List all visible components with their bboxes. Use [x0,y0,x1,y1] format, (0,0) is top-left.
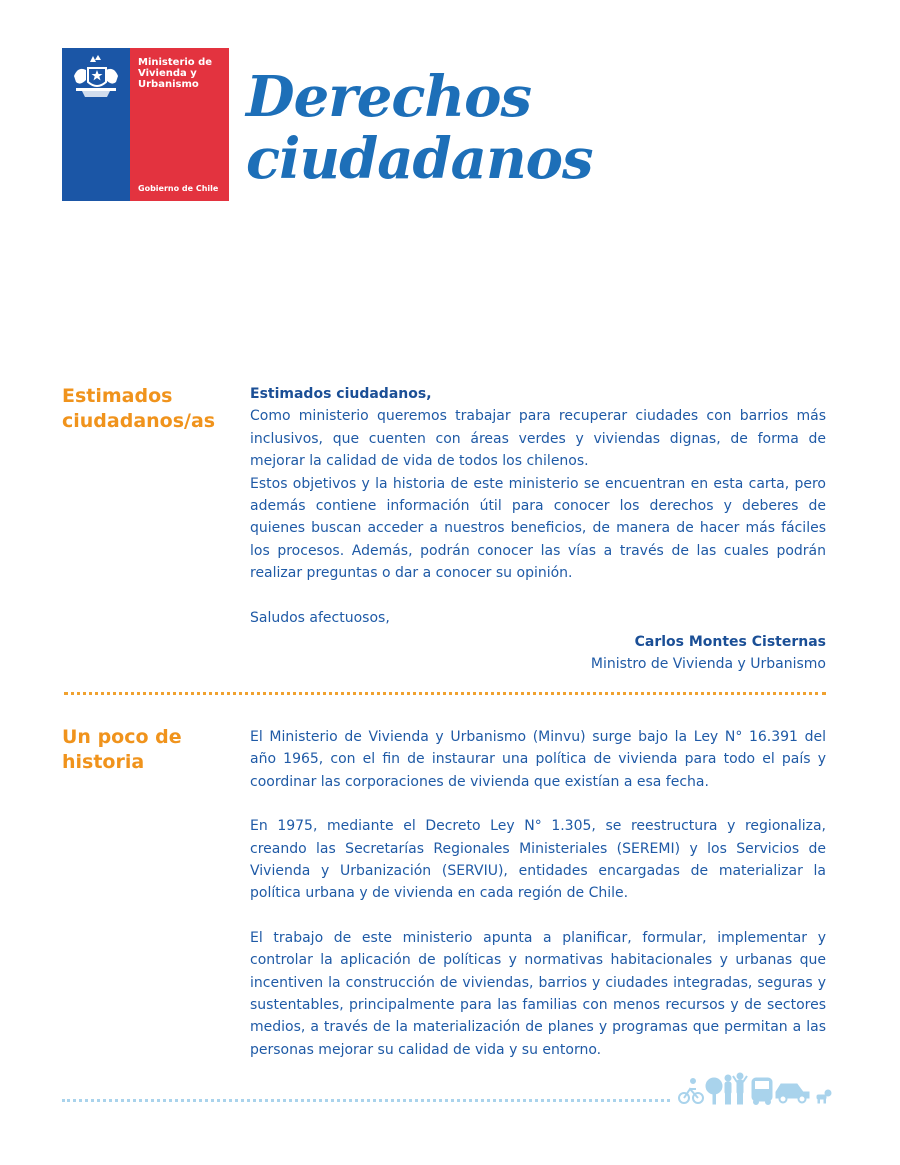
logo-government: Gobierno de Chile [138,184,219,193]
section-heading-estimados: Estimados ciudadanos/as [62,385,216,432]
ministry-logo [62,48,229,201]
bicycle-icon [679,1079,703,1104]
letter-paragraph: Estos objetivos y la historia de este ministerio se encuentran en esta carta, pero además contiene información útil para conocer los derechos y deberes de quienes buscan acceder a nuestros beneficios, de manera de hacer más fáciles los procesos. Además, podrán conocer las vías a través de las cuales podrán realizar preguntas o dar a conocer su opinión. [250,475,826,582]
bus-icon [752,1078,772,1105]
footer-divider [62,1099,670,1102]
letter-body [250,383,826,676]
history-body [250,726,826,1061]
title-line-1: Derechos [246,64,532,130]
person-icon [733,1073,747,1104]
section-divider [64,692,826,695]
dog-icon [817,1090,831,1103]
logo-ministry-name: Ministerio de Vivienda y Urbanismo [138,57,213,90]
letter-greeting: Estimados ciudadanos, [250,386,432,402]
letter-closing: Saludos afectuosos, [250,609,390,626]
history-paragraph: El Ministerio de Vivienda y Urbanismo (Minvu) surge bajo la Ley N° 16.391 del año 1965, con el fin de instaurar una política de vivienda para todo el país y coordinar las corporaciones de vivienda que existían a esa fecha. [250,729,826,790]
title-line-2: ciudadanos [246,126,593,192]
section-heading-historia: Un poco de historia [62,726,182,773]
tree-icon [706,1078,722,1104]
logo-red-panel [130,48,229,201]
coat-of-arms-icon [68,54,124,106]
person-icon [725,1075,731,1104]
signature-name: Carlos Montes Cisternas [634,634,826,651]
logo-blue-panel [62,48,130,201]
signature-role: Ministro de Vivienda y Urbanismo [590,656,826,673]
history-paragraph: El trabajo de este ministerio apunta a planificar, formular, implementar y controlar la aplicación de políticas y normativas habitacionales y urbanas que incentiven la construcción de viviendas, barrios y ciudades integradas, seguras y sustentables, principalmente para las familias con menos recursos y de sectores medios, a través de la materialización de planes y programas que permitan a las personas mejorar su calidad de vida y su entorno. [250,929,826,1058]
page-title [246,66,593,190]
city-life-icons [676,1072,836,1106]
letter-paragraph: Como ministerio queremos trabajar para recuperar ciudades con barrios más inclusivos, que cuenten con áreas verdes y viviendas dignas, de forma de mejorar la calidad de vida de todos los chilenos. [250,408,826,470]
history-paragraph: En 1975, mediante el Decreto Ley N° 1.305, se reestructura y regionaliza, creando las Secretarías Regionales Ministeriales (SEREMI) y los Servicios de Vivienda y Urbanización (SERVIU), entidades encargadas de materializar la política urbana y de vivienda en cada región de Chile. [250,818,826,902]
car-icon [776,1084,809,1103]
